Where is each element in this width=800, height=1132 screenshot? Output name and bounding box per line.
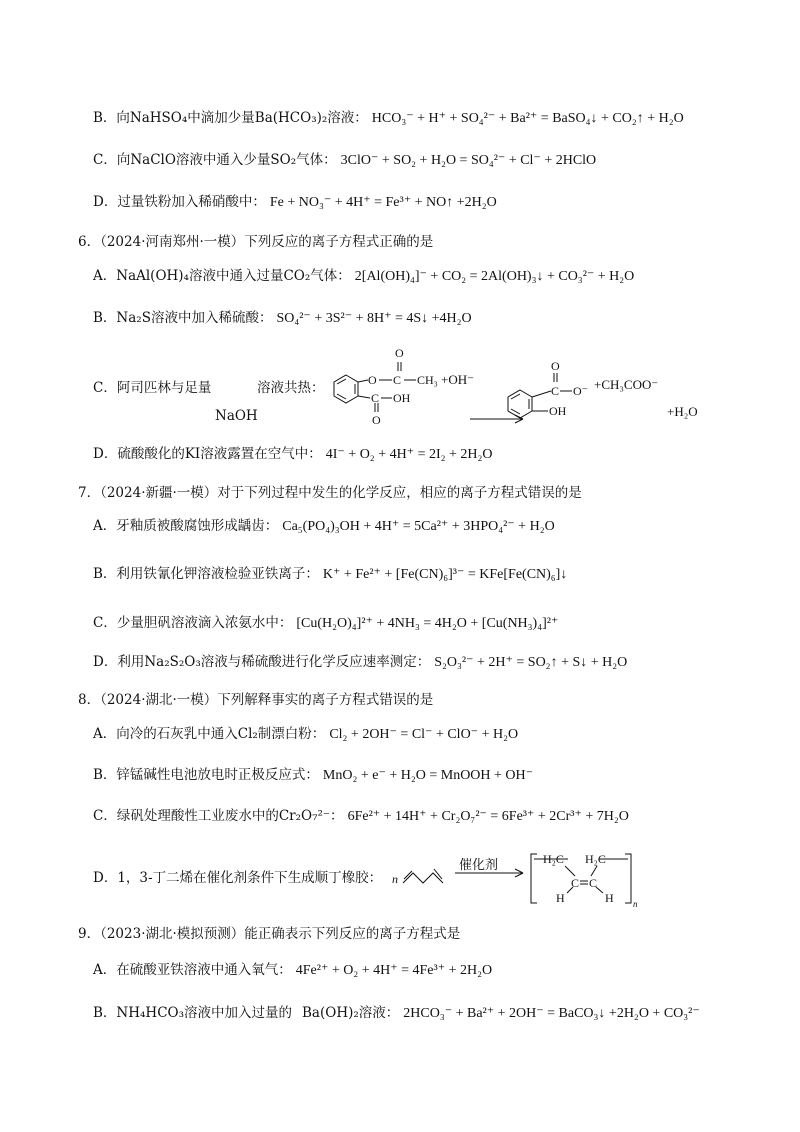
aspirin-o-bridge: O bbox=[368, 373, 377, 387]
option-label: B． bbox=[93, 1005, 117, 1021]
aspirin-c2: C bbox=[371, 391, 380, 405]
option-text: NaAl(OH)₄溶液中通入过量CO₂气体： bbox=[116, 268, 351, 284]
polymer-h2c-right: H₂C bbox=[585, 852, 606, 866]
option-text: 过量铁粉加入稀硝酸中： bbox=[117, 194, 266, 210]
q6-stem: 6．（2024·河南郑州·一模）下列反应的离子方程式正确的是 bbox=[78, 234, 434, 250]
aspirin-c1: C bbox=[393, 373, 402, 387]
equation: Cl₂ + 2OH⁻ = Cl⁻ + ClO⁻ + H₂O bbox=[329, 727, 519, 742]
option-text: Na₂S溶液中加入稀硫酸： bbox=[116, 310, 273, 326]
option-text: NH₄HCO₃溶液中加入过量的 bbox=[116, 1005, 293, 1021]
aspirin-ch3: CH₃ bbox=[417, 373, 438, 387]
equation: SO₄²⁻ + 3S²⁻ + 8H⁺ = 4S↓ +4H₂O bbox=[276, 311, 472, 326]
option-label: D． bbox=[93, 654, 118, 670]
aspirin-o-bottom: O bbox=[372, 413, 381, 427]
option-text: 绿矾处理酸性工业废水中的Cr₂O₇²⁻： bbox=[116, 808, 344, 824]
equation: MnO₂ + e⁻ + H₂O = MnOOH + OH⁻ bbox=[322, 768, 534, 783]
equation: 2[Al(OH)₄]⁻ + CO₂ = 2Al(OH)₃↓ + CO₃²⁻ + H₂O bbox=[354, 269, 635, 284]
product-c: C bbox=[551, 384, 560, 398]
equation: 3ClO⁻ + SO₂ + H₂O = SO₄²⁻ + Cl⁻ + 2HClO bbox=[340, 153, 597, 168]
polymer-c-left: C bbox=[571, 876, 580, 890]
option-label: B． bbox=[93, 767, 117, 783]
product-oh: OH bbox=[549, 404, 567, 418]
reactant-oh-minus: +OH⁻ bbox=[441, 372, 474, 387]
equation: 4Fe²⁺ + O₂ + 4H⁺ = 4Fe³⁺ + 2H₂O bbox=[295, 963, 493, 978]
q9-option-a bbox=[93, 960, 492, 981]
option-label: C． bbox=[93, 615, 117, 631]
option-text: 阿司匹林与足量 bbox=[116, 380, 212, 396]
product-o-top: O bbox=[551, 359, 560, 373]
option-text: 少量胆矾溶液滴入浓氨水中： bbox=[116, 615, 293, 631]
monomer-n: n bbox=[392, 872, 398, 886]
option-text: 利用Na₂S₂O₃溶液与稀硫酸进行化学反应速率测定： bbox=[117, 654, 431, 670]
q6-option-c-text2: 溶液共热： bbox=[257, 380, 325, 396]
option-label: B． bbox=[93, 310, 117, 326]
q6-option-c-naoh: NaOH bbox=[215, 408, 258, 424]
product-acetate: +CH₃COO⁻ bbox=[594, 377, 659, 392]
aspirin-oh: OH bbox=[393, 391, 411, 405]
equation: 6Fe²⁺ + 14H⁺ + Cr₂O₇²⁻ = 6Fe³⁺ + 2Cr³⁺ + 7H₂O bbox=[347, 809, 629, 824]
equation: Ca₅(PO₄)₃OH + 4H⁺ = 5Ca²⁺ + 3HPO₄²⁻ + H₂O bbox=[282, 519, 555, 534]
option-text: 在硫酸亚铁溶液中通入氧气： bbox=[116, 962, 292, 978]
polymer-h-left: H bbox=[556, 891, 565, 905]
option-label: C． bbox=[93, 380, 117, 396]
option-label: D． bbox=[93, 194, 118, 210]
equation: K⁺ + Fe²⁺ + [Fe(CN)₆]³⁻ = KFe[Fe(CN)₆]↓ bbox=[322, 567, 568, 582]
option-text: 硫酸酸化的KI溶液露置在空气中： bbox=[117, 446, 322, 462]
polymer-h2c-left: H₂C bbox=[543, 852, 564, 866]
equation: S₂O₃²⁻ + 2H⁺ = SO₂↑ + S↓ + H₂O bbox=[434, 655, 628, 670]
option-label: A． bbox=[93, 518, 117, 534]
option-label: C． bbox=[93, 152, 117, 168]
option-label: A． bbox=[93, 726, 117, 742]
equation: HCO₃⁻ + H⁺ + SO₄²⁻ + Ba²⁺ = BaSO₄↓ + CO₂↑ + H₂O bbox=[371, 111, 684, 126]
option-text: 锌锰碱性电池放电时正极反应式： bbox=[116, 767, 319, 783]
option-text: 向NaClO溶液中通入少量SO₂气体： bbox=[116, 152, 337, 168]
option-label: A． bbox=[93, 268, 117, 284]
option-label: A． bbox=[93, 962, 117, 978]
option-label: C． bbox=[93, 808, 117, 824]
equation: [Cu(H₂O)₄]²⁺ + 4NH₃ = 4H₂O + [Cu(NH₃)₄]²⁺ bbox=[296, 616, 559, 631]
polymer-h-right: H bbox=[605, 891, 614, 905]
aspirin-o-top: O bbox=[395, 346, 404, 360]
q9-stem: 9．（2023·湖北·模拟预测）能正确表示下列反应的离子方程式是 bbox=[78, 926, 461, 942]
q8-stem: 8．（2024·湖北·一模）下列解释事实的离子方程式错误的是 bbox=[78, 692, 434, 708]
catalyst-label: 催化剂 bbox=[459, 857, 499, 872]
option-label: D． bbox=[93, 446, 118, 462]
product-o-minus: O⁻ bbox=[573, 384, 588, 398]
option-text: 向冷的石灰乳中通入Cl₂制漂白粉： bbox=[116, 726, 326, 742]
q9-option-b bbox=[93, 1003, 700, 1024]
q7-stem: 7．（2024·新疆·一模）对于下列过程中发生的化学反应，相应的离子方程式错误的是 bbox=[78, 485, 582, 501]
equation: Fe + NO₃⁻ + 4H⁺ = Fe³⁺ + NO↑ +2H₂O bbox=[269, 195, 497, 210]
equation: 2HCO₃⁻ + Ba²⁺ + 2OH⁻ = BaCO₃↓ +2H₂O + CO₃²⁻ bbox=[403, 1006, 700, 1021]
option-text-2: Ba(OH)₂溶液： bbox=[302, 1005, 400, 1021]
option-text: 1，3-丁二烯在催化剂条件下生成顺丁橡胶： bbox=[117, 870, 383, 886]
product-water: +H₂O bbox=[667, 404, 698, 419]
option-text: 向NaHSO₄中滴加少量Ba(HCO₃)₂溶液： bbox=[116, 110, 368, 126]
polymer-c-right: C bbox=[589, 876, 598, 890]
option-text: 利用铁氰化钾溶液检验亚铁离子： bbox=[116, 566, 319, 582]
polymer-subscript-n: n bbox=[633, 899, 638, 909]
option-label: B． bbox=[93, 566, 117, 582]
option-label: D． bbox=[93, 870, 118, 886]
option-label: B． bbox=[93, 110, 117, 126]
equation: 4I⁻ + O₂ + 4H⁺ = 2I₂ + 2H₂O bbox=[325, 447, 493, 462]
option-text: 牙釉质被酸腐蚀形成龋齿： bbox=[116, 518, 279, 534]
